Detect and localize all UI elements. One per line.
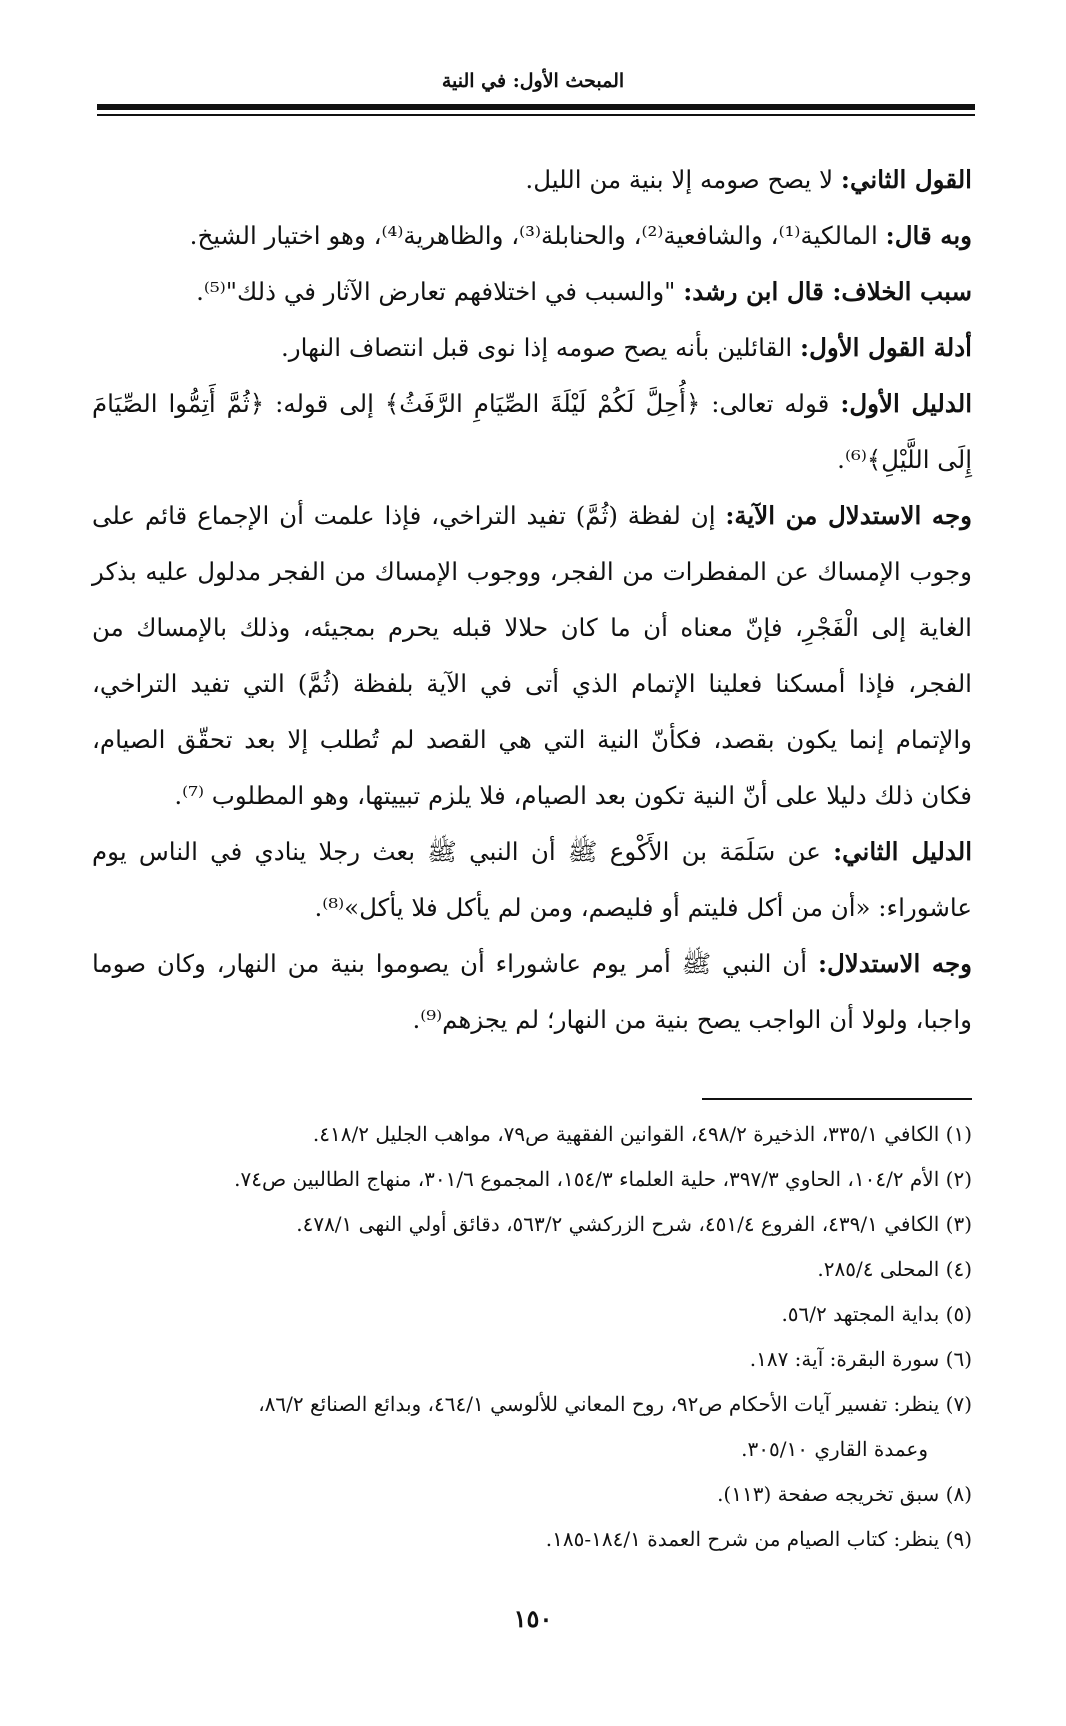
text: القائلين بأنه يصح صومه إذا نوى قبل انتصاف النهار. (280, 333, 801, 362)
footnote: (٧) ينظر: تفسير آيات الأحكام ص٩٢، روح المعاني للألوسي ٤٦٤/١، وبدائع الصنائع ٨٦/٢، (258, 1392, 972, 1416)
text: المالكية⁽¹⁾، والشافعية⁽²⁾، والحنابلة⁽³⁾، والظاهرية⁽⁴⁾، وهو اختيار الشيخ. (189, 221, 886, 250)
label: وجه الاستدلال: (817, 949, 972, 978)
footnote: (٣) الكافي ٤٣٩/١، الفروع ٤٥١/٤، شرح الزركشي ٥٦٣/٢، دقائق أولي النهى ٤٧٨/١. (296, 1212, 972, 1236)
footnote-separator (702, 1098, 972, 1100)
text: أن النبي ﷺ أمر يوم عاشوراء أن يصوموا بنية من النهار، وكان صوما واجبا، ولولا أن الواجب يصح بنية من النهار؛ لم يجزهم⁽⁹⁾. (92, 949, 972, 1034)
footnote: (٢) الأم ١٠٤/٢، الحاوي ٣٩٧/٣، حلية العلماء ١٥٤/٣، المجموع ٣٠١/٦، منهاج الطالبين ص٧٤. (234, 1167, 972, 1191)
paragraph-second-evidence (92, 824, 972, 936)
text: لا يصح صومه إلا بنية من الليل. (525, 165, 841, 194)
text: إن لفظة (ثُمَّ) تفيد التراخي، فإذا علمت أن الإجماع قائم على وجوب الإمساك عن المفطرات من الفجر، ووجوب الإمساك من الفجر مدلول عليه بذكر الغاية إلى الْفَجْرِ، فإنّ معناه أن ما كان حلالا قبله يحرم بمجيئه، وذلك بالإمساك من الفجر، فإذا أمسكنا فعلينا الإتمام الذي أتى في الآية بلفظة (ثُمَّ) التي تفيد التراخي، والإتمام إنما يكون بقصد، فكأنّ النية التي هي القصد لم تُطلب إلا بعد تحقّق الصيام، فكان ذلك دليلا على أنّ النية تكون بعد الصيام، فلا يلزم تبييتها، وهو المطلوب ⁽⁷⁾. (92, 501, 972, 810)
label: سبب الخلاف: قال ابن رشد: (683, 277, 972, 306)
paragraph-inference (92, 936, 972, 1048)
text: "والسبب في اختلافهم تعارض الآثار في ذلك"⁽⁵⁾. (196, 277, 684, 306)
main-text (92, 152, 972, 1048)
label: وبه قال: (885, 221, 972, 250)
paragraph-first-evidence (92, 376, 972, 488)
page-number: ١٥٠ (513, 1604, 553, 1633)
paragraph-cause-of-dispute (92, 264, 972, 320)
header-rule-thin (97, 114, 975, 116)
header-rule-thick (97, 104, 975, 110)
paragraph-held-by (92, 208, 972, 264)
text: قوله تعالى: ﴿أُحِلَّ لَكُمْ لَيْلَةَ الصِّيَامِ الرَّفَثُ﴾ إلى قوله: ﴿ثُمَّ أَتِمُّوا الصِّيَامَ إِلَى اللَّيْلِ﴾⁽⁶⁾. (92, 389, 972, 474)
label: الدليل الأول: (840, 389, 973, 418)
label: الدليل الثاني: (833, 837, 972, 866)
text: عن سَلَمَة بن الأَكْوع ﷺ أن النبي ﷺ بعث رجلا ينادي في الناس يوم عاشوراء: «أن من أكل فليتم أو فليصم، ومن لم يأكل فلا يأكل»⁽⁸⁾. (92, 837, 972, 922)
paragraph-evidence-first-opinion (92, 320, 972, 376)
footnote: (١) الكافي ٣٣٥/١، الذخيرة ٤٩٨/٢، القوانين الفقهية ص٧٩، مواهب الجليل ٤١٨/٢. (312, 1122, 972, 1146)
footnote: (٤) المحلى ٢٨٥/٤. (817, 1257, 972, 1281)
label: القول الثاني: (840, 165, 972, 194)
footnote-continuation: وعمدة القاري ٣٠٥/١٠. (741, 1437, 928, 1461)
footnote: (٥) بداية المجتهد ٥٦/٢. (781, 1302, 972, 1326)
paragraph-inference-from-verse (92, 488, 972, 824)
label: أدلة القول الأول: (800, 333, 972, 362)
page-header-title: المبحث الأول: في النية (441, 70, 625, 92)
paragraph-second-opinion (92, 152, 972, 208)
footnotes (92, 1112, 972, 1562)
label: وجه الاستدلال من الآية: (725, 501, 972, 530)
footnote: (٩) ينظر: كتاب الصيام من شرح العمدة ١٨٤/١-١٨٥. (545, 1527, 972, 1551)
footnote: (٨) سبق تخريجه صفحة (١١٣). (717, 1482, 972, 1506)
footnote: (٦) سورة البقرة: آية: ١٨٧. (749, 1347, 972, 1371)
